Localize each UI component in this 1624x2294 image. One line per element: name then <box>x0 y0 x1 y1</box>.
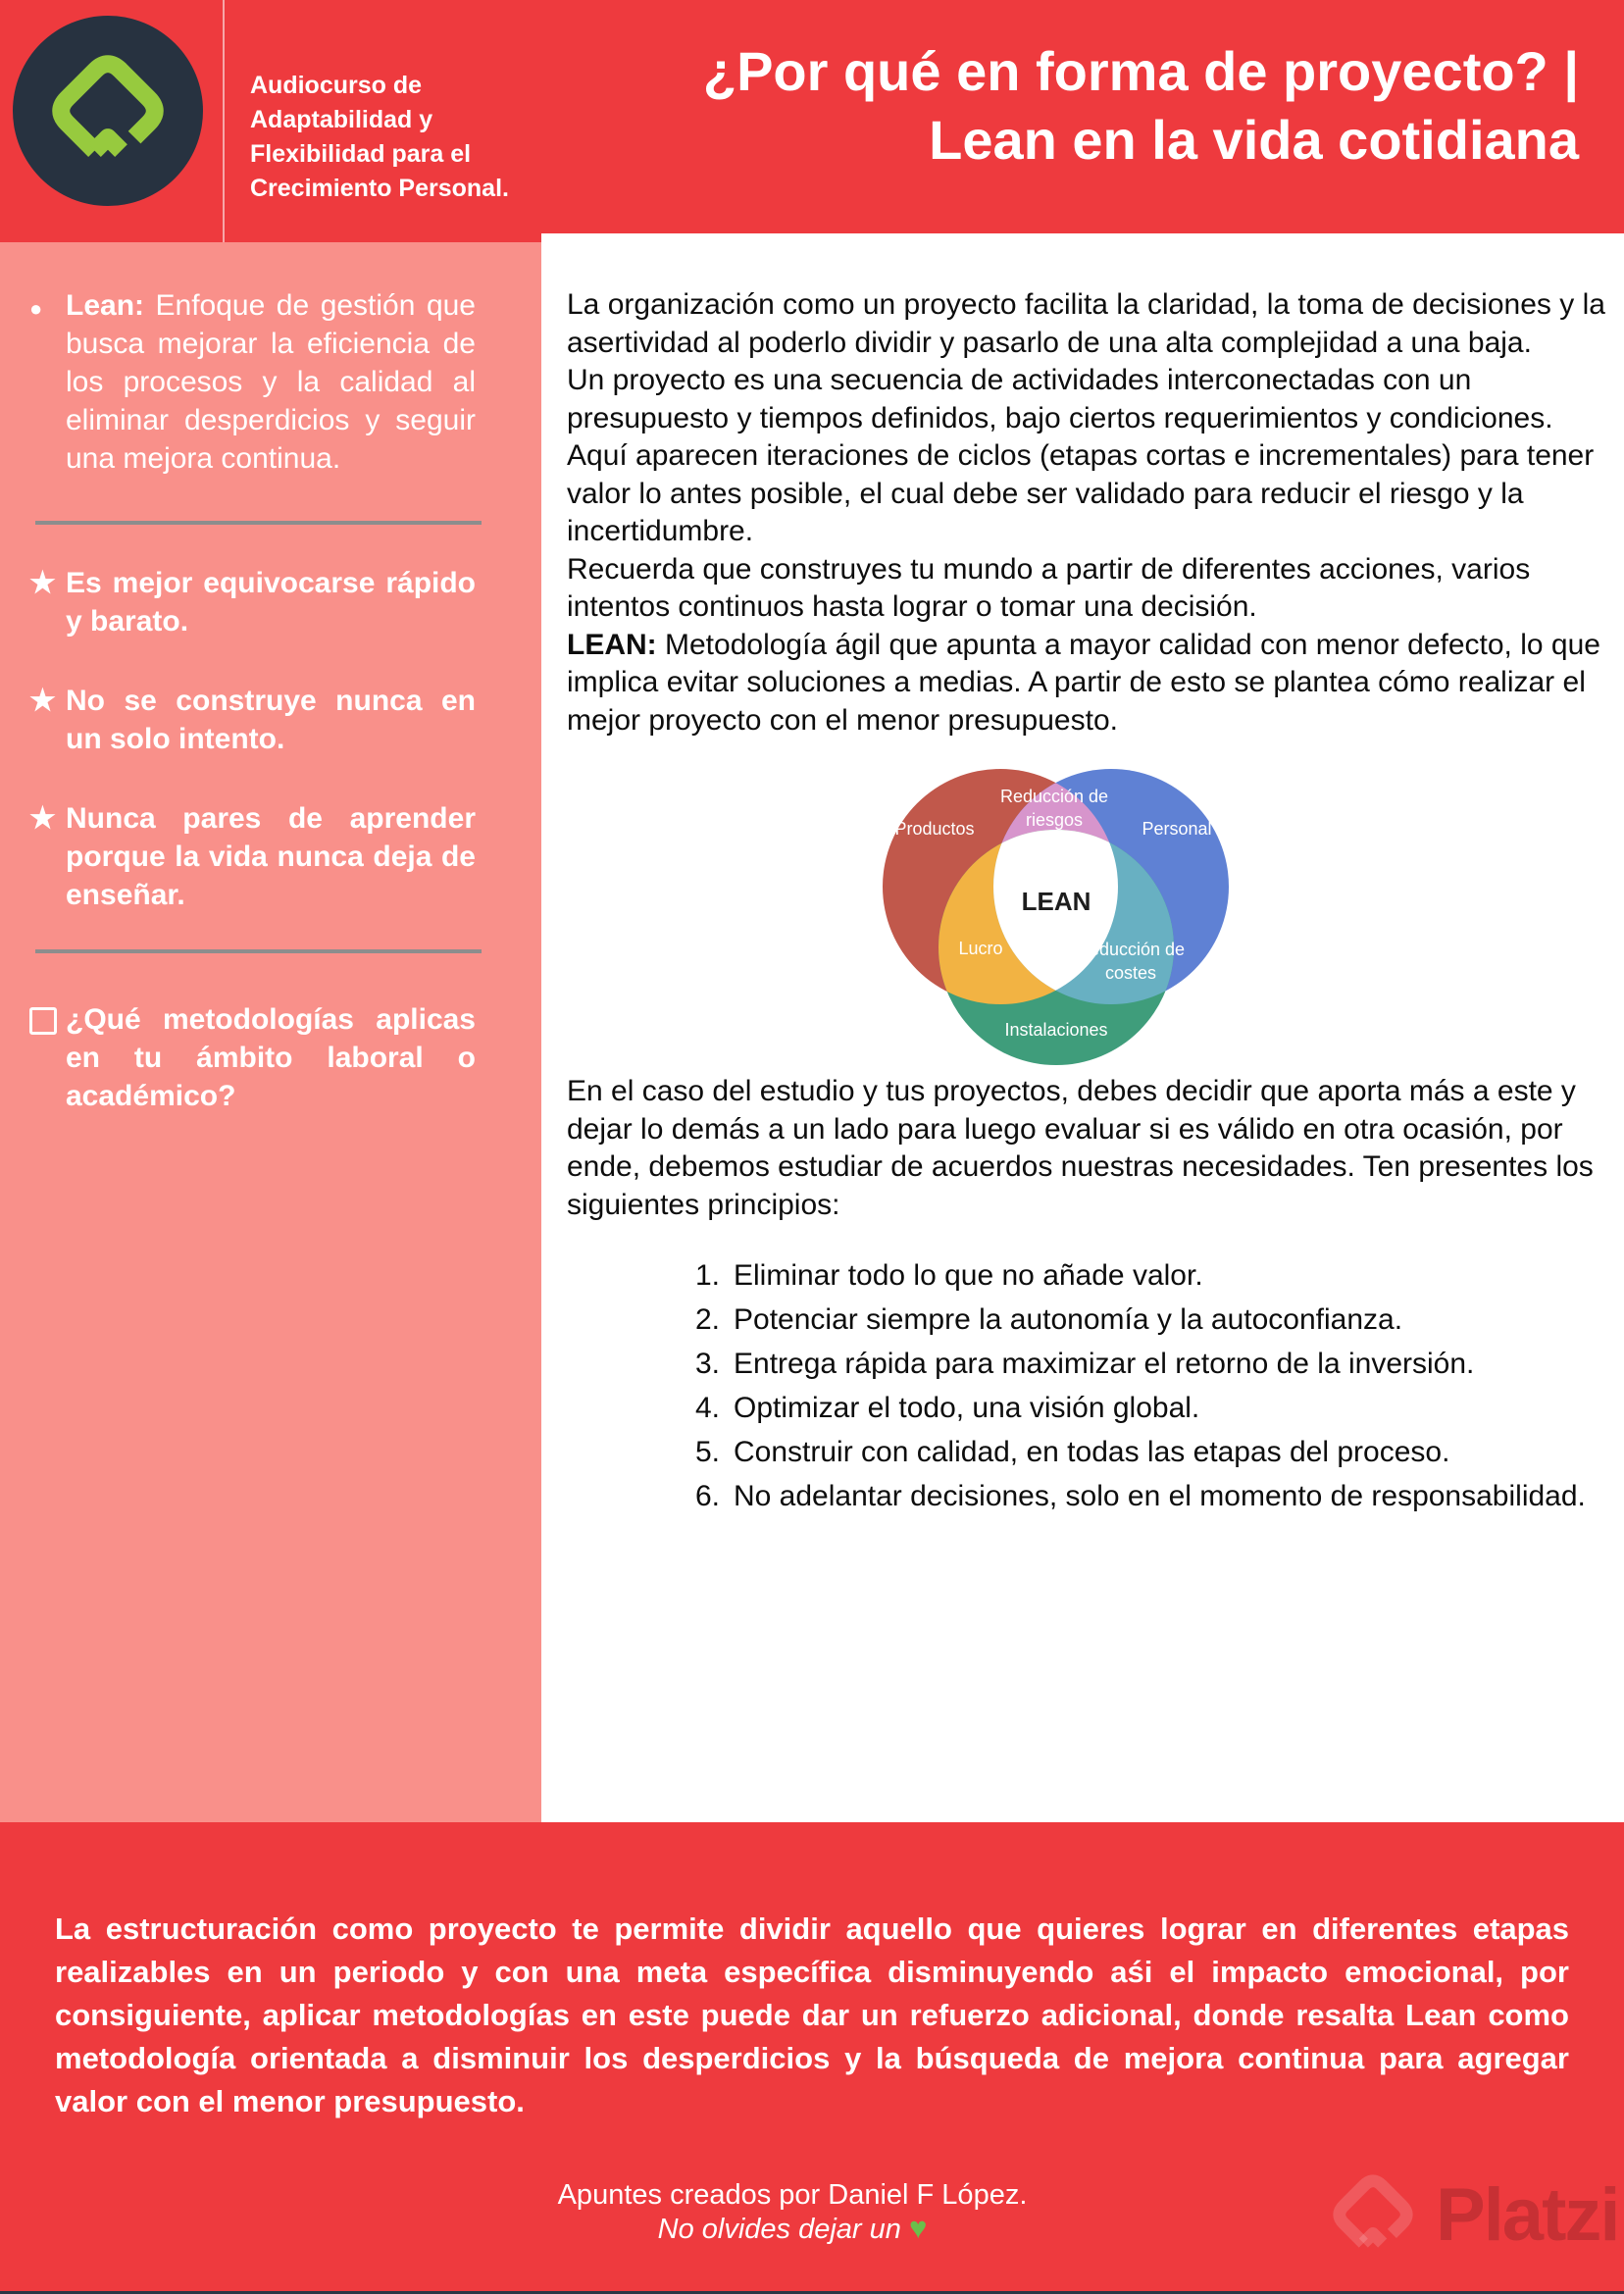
course-title-line: Flexibilidad para el <box>250 140 472 168</box>
summary-band <box>0 1822 1624 2291</box>
list-item <box>567 1386 1610 1430</box>
bullet-icon: ● <box>29 296 43 321</box>
main-content <box>541 233 1624 1518</box>
list-item-text: Entrega rápida para maximizar el retorno de la inversión. <box>734 1348 1475 1380</box>
principle-item <box>29 799 476 914</box>
lean-definition-item <box>29 286 476 478</box>
star-icon: ★ <box>29 685 56 717</box>
star-icon: ★ <box>29 802 56 835</box>
list-number: 5. <box>694 1436 720 1468</box>
principle-text: Nunca pares de aprender porque la vida nunca deja de enseñar. <box>66 802 476 911</box>
green-heart-icon: ♥ <box>908 2211 928 2245</box>
lean-paragraph <box>567 627 1610 740</box>
venn-label-productos: Productos <box>894 819 975 839</box>
venn-label-riesgos-line1: Reducción de <box>999 787 1109 806</box>
platzi-watermark-text: Platzi <box>1436 2172 1619 2257</box>
lean-text: Metodología ágil que apunta a mayor calidad con menor defecto, lo que implica evitar soluciones a medias. A partir de esto se plantea cómo realizar el mejor proyecto con el menor presupuesto. <box>567 628 1600 737</box>
list-number: 3. <box>694 1348 720 1380</box>
right-column <box>541 0 1624 1822</box>
course-title-line: Crecimiento Personal. <box>250 175 509 202</box>
list-item <box>567 1298 1610 1342</box>
lean-venn-diagram <box>834 741 1304 1073</box>
header-logo-block <box>0 0 541 242</box>
sidebar-notes-panel <box>0 242 541 1822</box>
venn-label-costes-line1: Reducción de <box>1076 940 1186 959</box>
list-number: 6. <box>694 1480 720 1512</box>
question-item <box>29 1000 476 1115</box>
principle-item <box>29 682 476 758</box>
venn-label-riesgos-line2: riesgos <box>1025 810 1084 830</box>
list-number: 1. <box>694 1259 720 1292</box>
principle-text: No se construye nunca en un solo intento. <box>66 685 476 755</box>
credit-text: Apuntes creados por Daniel F López. <box>557 2179 1028 2211</box>
venn-label-personal: Personal <box>1142 819 1212 839</box>
sidebar-divider <box>35 521 482 525</box>
list-item <box>567 1430 1610 1474</box>
platzi-watermark-icon <box>1326 2167 1420 2262</box>
principle-text: Es mejor equivocarse rápido y barato. <box>66 567 476 637</box>
list-item-text: Construir con calidad, en todas las etapas del proceso. <box>734 1436 1450 1468</box>
paragraph: En el caso del estudio y tus proyectos, debes decidir que aporta más a este y dejar lo demás a un lado para luego evaluar si es válido en otra ocasión, por ende, debemos estudiar de acuerdos nuestras necesidades. Ten presentes los siguientes principios: <box>567 1075 1594 1221</box>
principles-list <box>567 1253 1610 1518</box>
list-number: 2. <box>694 1303 720 1336</box>
summary-text: La estructuración como proyecto te permite dividir aquello que quieres lograr en diferentes etapas realizables en un periodo y con una meta específica disminuyendo aśi el impacto emocional, por consiguiente, aplicar metodologías en este puede dar un refuerzo adicional, donde resalta Lean como metodología orientada a disminuir los desperdicios y la búsqueda de mejora continua para agregar valor con el menor presupuesto. <box>55 1912 1569 2118</box>
lean-term: LEAN: <box>567 628 657 661</box>
sidebar-divider <box>35 949 482 953</box>
left-column <box>0 0 541 1822</box>
paragraph: La organización como un proyecto facilita la claridad, la toma de decisiones y la asertividad al poderlo dividir y pasarlo de una alta complejidad a una baja. <box>567 288 1605 359</box>
paragraph: Un proyecto es una secuencia de actividades interconectadas con un presupuesto y tiempos definidos, bajo ciertos requerimientos y condiciones. Aquí aparecen iteraciones de ciclos (etapas cortas e incrementales) para tener valor lo antes posible, el cual debe ser validado para reducir el riesgo y la incertidumbre. <box>567 364 1595 547</box>
list-item-text: Optimizar el todo, una visión global. <box>734 1392 1200 1424</box>
principle-item <box>29 564 476 640</box>
venn-label-costes-line2: costes <box>1104 963 1157 983</box>
question-text: ¿Qué metodologías aplicas en tu ámbito laboral o académico? <box>66 1003 476 1112</box>
course-title <box>250 69 509 206</box>
list-item <box>567 1253 1610 1298</box>
lean-definition-text: Enfoque de gestión que busca mejorar la eficiencia de los procesos y la calidad al eliminar desperdicios y seguir una mejora continua. <box>66 289 476 475</box>
platzi-logo-badge <box>13 16 203 206</box>
checkbox-icon <box>29 1007 57 1035</box>
course-title-line: Adaptabilidad y <box>250 106 433 133</box>
list-item <box>567 1342 1610 1386</box>
page-title-line2: Lean en la vida cotidiana <box>929 109 1579 171</box>
list-item-text: No adelantar decisiones, solo en el momento de responsabilidad. <box>734 1480 1586 1512</box>
venn-label-lucro: Lucro <box>958 939 1003 958</box>
star-icon: ★ <box>29 567 56 599</box>
list-item-text: Eliminar todo lo que no añade valor. <box>734 1259 1203 1292</box>
venn-label-lean: LEAN <box>1021 887 1091 916</box>
list-item-text: Potenciar siempre la autonomía y la autoconfianza. <box>734 1303 1403 1336</box>
page-title-line1: ¿Por qué en forma de proyecto? | <box>702 40 1579 102</box>
venn-label-instalaciones: Instalaciones <box>1004 1020 1108 1040</box>
course-title-line: Audiocurso de <box>250 72 423 99</box>
platzi-logo-icon <box>42 45 174 177</box>
cta-text: No olvides dejar un <box>657 2214 901 2245</box>
header-seam-divider <box>223 0 225 242</box>
platzi-watermark <box>1326 2167 1619 2262</box>
lean-definition-term: Lean: <box>66 289 145 322</box>
page-title <box>541 0 1624 233</box>
paragraph: Recuerda que construyes tu mundo a partir de diferentes acciones, varios intentos continuos hasta lograr o tomar una decisión. <box>567 552 1531 623</box>
list-item <box>567 1474 1610 1518</box>
list-number: 4. <box>694 1392 720 1424</box>
